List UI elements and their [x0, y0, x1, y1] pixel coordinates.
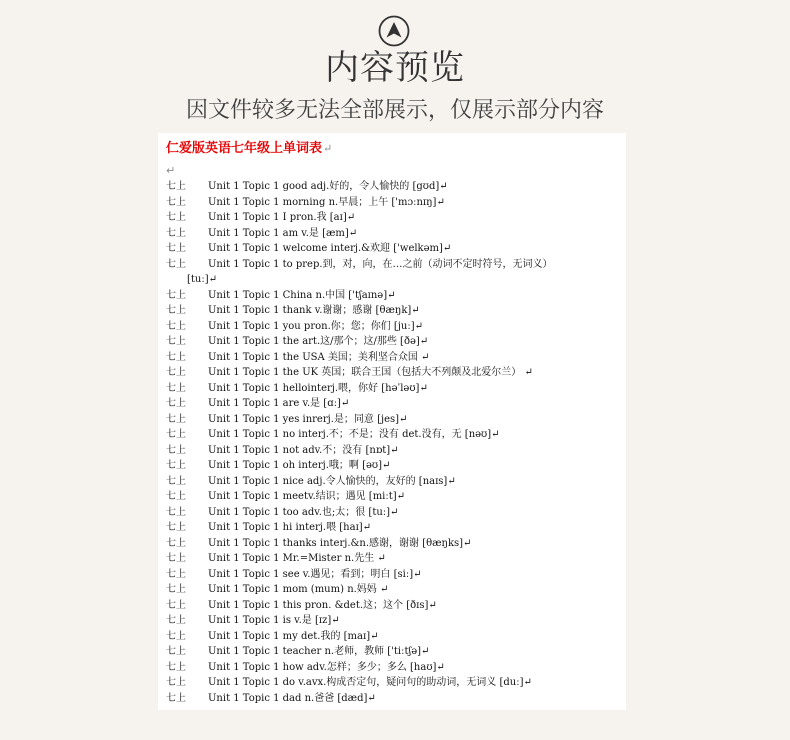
vocab-entry [166, 691, 621, 707]
entry-content: Unit 1 Topic 1 I pron.我 [aɪ]↵ [208, 212, 356, 223]
grade-label: 七上 [166, 460, 186, 471]
entry-content: Unit 1 Topic 1 no interj.不；不是；没有 det.没有，无 [nəʊ]↵ [208, 429, 500, 440]
vocab-entry [166, 319, 621, 335]
vocab-entry [166, 226, 621, 242]
entry-content: Unit 1 Topic 1 hi interj.喂 [haɪ]↵ [208, 522, 372, 533]
entry-content: Unit 1 Topic 1 teacher n.老师，教师 ['tiːtʃə]↵ [208, 646, 430, 657]
vocab-entry [166, 179, 621, 195]
vocab-entry [166, 365, 621, 381]
entry-content: Unit 1 Topic 1 thanks interj.&n.感谢，谢谢 [θæŋks]↵ [208, 537, 472, 549]
vocab-entry [166, 412, 621, 428]
grade-label: 七上 [166, 522, 186, 533]
vocab-entry [166, 210, 621, 226]
grade-label: 七上 [166, 491, 186, 502]
grade-label: 七上 [166, 630, 186, 642]
grade-label: 七上 [166, 243, 186, 254]
entry-content: Unit 1 Topic 1 the art.这/那个；这/那些 [ðə]↵ [208, 336, 429, 347]
entry-content: Unit 1 Topic 1 not adv.不；没有 [nɒt]↵ [208, 444, 399, 456]
grade-label: 七上 [166, 367, 186, 378]
entry-content: Unit 1 Topic 1 do v.avx.构成否定句，疑问句的助动词，无词义 [duː]↵ [208, 677, 532, 688]
vocab-entry [166, 241, 621, 257]
entry-content: Unit 1 Topic 1 dad n.爸爸 [dæd]↵ [208, 692, 376, 704]
vocab-entry [166, 629, 621, 645]
vocab-entry [166, 396, 621, 412]
grade-label: 七上 [166, 506, 186, 518]
entry-content: Unit 1 Topic 1 too adv.也;太；很 [tuː]↵ [208, 506, 399, 518]
vocab-entry [166, 675, 621, 691]
entry-content: Unit 1 Topic 1 how adv.怎样；多少；多么 [haʊ]↵ [208, 661, 445, 673]
page-title: 内容预览 [325, 48, 465, 88]
entry-content: Unit 1 Topic 1 am v.是 [æm]↵ [208, 227, 358, 239]
grade-label: 七上 [166, 661, 186, 673]
vocab-entry [166, 536, 621, 552]
vocab-entry [166, 613, 621, 629]
entry-content: Unit 1 Topic 1 you pron.你；您；你们 [juː]↵ [208, 320, 424, 332]
grade-label: 七上 [166, 584, 186, 595]
entry-content: Unit 1 Topic 1 this pron. &det.这；这个 [ðɪs]↵ [208, 599, 437, 611]
grade-label: 七上 [166, 227, 186, 239]
entry-content: Unit 1 Topic 1 yes inrerj.是；同意 [jes]↵ [208, 413, 408, 425]
entry-content: Unit 1 Topic 1 nice adj.令人愉快的，友好的 [naɪs]↵ [208, 475, 456, 487]
vocab-entry [166, 381, 621, 397]
entry-content: Unit 1 Topic 1 the USA 美国；美利坚合众国 ↵ [208, 351, 430, 363]
grade-label: 七上 [166, 444, 186, 456]
grade-label: 七上 [166, 646, 186, 657]
vocab-entry-continuation [166, 272, 621, 288]
grade-label: 七上 [166, 475, 186, 487]
grade-label: 七上 [166, 677, 186, 688]
entry-content: Unit 1 Topic 1 welcome interj.&欢迎 ['welkəm]↵ [208, 243, 452, 254]
grade-label: 七上 [166, 568, 186, 580]
entry-content: [tuː]↵ [187, 274, 218, 285]
grade-label: 七上 [166, 553, 186, 564]
grade-label: 七上 [166, 336, 186, 347]
entry-content: Unit 1 Topic 1 hellointerj.喂，你好 [həˈləʊ]↵ [208, 382, 428, 394]
vocab-entry [166, 195, 621, 211]
entry-content: Unit 1 Topic 1 thank v.谢谢；感谢 [θæŋk]↵ [208, 305, 420, 316]
entry-content: Unit 1 Topic 1 meetv.结识；遇见 [miːt]↵ [208, 491, 406, 502]
grade-label: 七上 [166, 599, 186, 611]
vocab-entry [166, 660, 621, 676]
grade-label: 七上 [166, 537, 186, 549]
entry-content: Unit 1 Topic 1 the UK 英国；联合王国（包括大不列颠及北爱尔兰） ↵ [208, 367, 533, 378]
vocab-entry [166, 644, 621, 660]
vocab-entry [166, 489, 621, 505]
vocab-entry [166, 257, 621, 273]
vocab-entry [166, 303, 621, 319]
entry-content: Unit 1 Topic 1 to prep.到，对，向，在…之前（动词不定时符号，无词义） [208, 258, 553, 270]
entry-content: Unit 1 Topic 1 my det.我的 [maɪ]↵ [208, 630, 379, 642]
entry-content: Unit 1 Topic 1 mom (mum) n.妈妈 ↵ [208, 584, 389, 595]
vocab-entry [166, 350, 621, 366]
vocab-entry [166, 520, 621, 536]
vocab-entry [166, 427, 621, 443]
vocab-entry [166, 567, 621, 583]
entry-content: Unit 1 Topic 1 China n.中国 ['tʃaɪnə]↵ [208, 289, 396, 301]
vocab-entry [166, 458, 621, 474]
document-title [166, 141, 332, 157]
vocab-entry [166, 505, 621, 521]
grade-label: 七上 [166, 258, 186, 270]
entry-content: Unit 1 Topic 1 oh interj.哦；啊 [əʊ]↵ [208, 460, 391, 471]
chevron-up-circle-icon [378, 15, 410, 47]
grade-label: 七上 [166, 692, 186, 704]
vocab-entry [166, 551, 621, 567]
entry-content: Unit 1 Topic 1 are v.是 [ɑː]↵ [208, 398, 350, 409]
vocab-entry [166, 288, 621, 304]
grade-label: 七上 [166, 196, 186, 208]
vocab-entry [166, 474, 621, 490]
entry-content: Unit 1 Topic 1 see v.遇见；看到；明白 [siː]↵ [208, 568, 422, 580]
vocab-entry [166, 334, 621, 350]
vocabulary-list [166, 179, 621, 706]
vocab-entry [166, 582, 621, 598]
grade-label: 七上 [166, 305, 186, 316]
grade-label: 七上 [166, 351, 186, 363]
entry-content: Unit 1 Topic 1 morning n.早晨；上午 ['mɔːnɪŋ]↵ [208, 196, 445, 208]
paragraph-mark-icon: ↵ [323, 142, 333, 155]
vocab-entry [166, 443, 621, 459]
page-subtitle: 因文件较多无法全部展示，仅展示部分内容 [185, 98, 604, 123]
document-preview [158, 133, 626, 710]
grade-label: 七上 [166, 413, 186, 425]
entry-content: Unit 1 Topic 1 good adj.好的，令人愉快的 [gʊd]↵ [208, 181, 448, 192]
grade-label: 七上 [166, 289, 186, 301]
blank-line-mark: ↵ [166, 164, 176, 177]
grade-label: 七上 [166, 615, 186, 626]
grade-label: 七上 [166, 382, 186, 394]
grade-label: 七上 [166, 429, 186, 440]
grade-label: 七上 [166, 398, 186, 409]
grade-label: 七上 [166, 181, 186, 192]
grade-label: 七上 [166, 320, 186, 332]
entry-content: Unit 1 Topic 1 is v.是 [ɪz]↵ [208, 615, 340, 626]
grade-label: 七上 [166, 212, 186, 223]
entry-content: Unit 1 Topic 1 Mr.=Mister n.先生 ↵ [208, 553, 386, 564]
document-title-text: 仁爱版英语七年级上单词表 [166, 141, 323, 156]
vocab-entry [166, 598, 621, 614]
